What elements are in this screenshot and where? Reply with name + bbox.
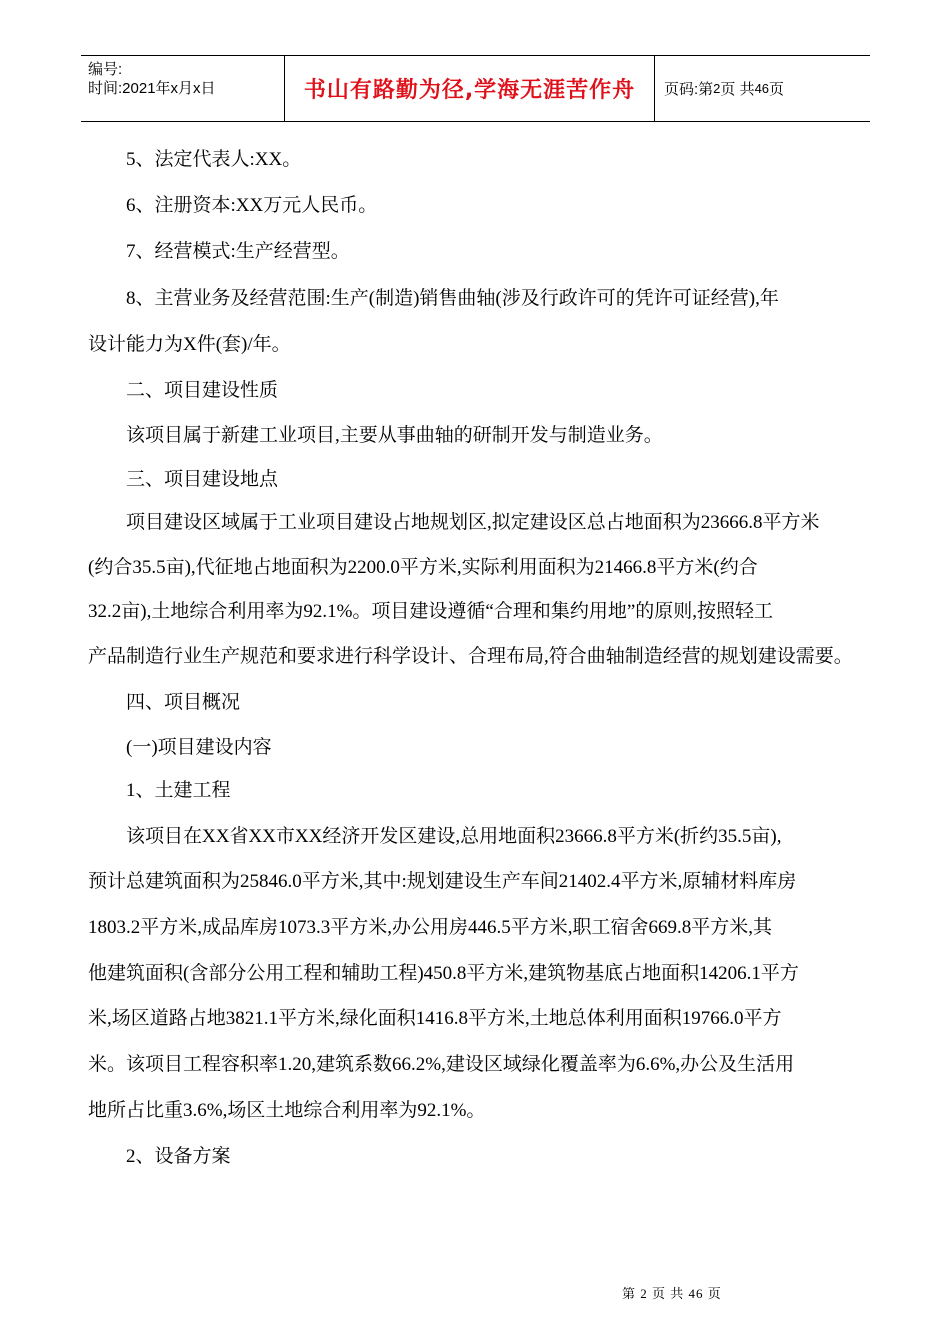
page-footer: 第 2 页 共 46 页 — [622, 1286, 722, 1301]
paragraph-location-line: (约合35.5亩),代征地占地面积为2200.0平方米,实际利用面积为21466.8平方米(约合 — [88, 557, 758, 578]
subsection-heading-content: (一)项目建设内容 — [126, 737, 272, 758]
page-mid: 页 共 — [720, 81, 755, 98]
paragraph-civil-works-line: 米。该项目工程容积率1.20,建筑系数66.2%,建设区域绿化覆盖率为6.6%,办公及生活用 — [88, 1054, 795, 1075]
section-heading-nature: 二、项目建设性质 — [126, 380, 279, 401]
item-business-mode: 7、经营模式:生产经营型。 — [126, 241, 350, 262]
paragraph-civil-works-line: 米,场区道路占地3821.1平方米,绿化面积1416.8平方米,土地总体利用面积19766.0平方 — [88, 1008, 782, 1029]
page-current: 2 — [713, 81, 721, 96]
page-suffix: 页 — [769, 81, 785, 98]
section-heading-location: 三、项目建设地点 — [126, 469, 279, 490]
paragraph-nature: 该项目属于新建工业项目,主要从事曲轴的研制开发与制造业务。 — [126, 425, 663, 446]
item-registered-capital: 6、注册资本:XX万元人民币。 — [126, 195, 378, 216]
item-legal-representative: 5、法定代表人:XX。 — [126, 149, 302, 170]
item-heading-equipment: 2、设备方案 — [126, 1146, 231, 1167]
header-motto: 书山有路勤为径,学海无涯苦作舟 — [284, 56, 655, 121]
paragraph-civil-works-line: 地所占比重3.6%,场区土地综合利用率为92.1%。 — [88, 1100, 486, 1121]
page-prefix: 页码:第 — [664, 81, 714, 98]
section-heading-overview: 四、项目概况 — [126, 692, 241, 713]
header-page-info — [655, 56, 870, 121]
page-total: 46 — [754, 81, 770, 96]
item-business-scope: 8、主营业务及经营范围:生产(制造)销售曲轴(涉及行政许可的凭许可证经营),年 — [126, 288, 779, 309]
paragraph-location-line: 项目建设区域属于工业项目建设占地规划区,拟定建设区总占地面积为23666.8平方米 — [126, 512, 820, 533]
header-meta — [81, 56, 284, 121]
paragraph-civil-works-line: 他建筑面积(含部分公用工程和辅助工程)450.8平方米,建筑物基底占地面积14206.1平方 — [88, 963, 799, 984]
paragraph-location-line: 产品制造行业生产规范和要求进行科学设计、合理布局,符合曲轴制造经营的规划建设需要。 — [88, 646, 853, 667]
document-time-label: 时间:2021年x月x日 — [88, 80, 216, 97]
document-number-label: 编号: — [88, 61, 123, 78]
paragraph-location-line: 32.2亩),土地综合利用率为92.1%。项目建设遵循“合理和集约用地”的原则,按照轻工 — [88, 601, 774, 622]
item-business-scope-cont: 设计能力为X件(套)/年。 — [88, 334, 291, 355]
page-header — [81, 55, 870, 122]
paragraph-civil-works-line: 预计总建筑面积为25846.0平方米,其中:规划建设生产车间21402.4平方米,原辅材料库房 — [88, 871, 797, 892]
item-heading-civil-works: 1、土建工程 — [126, 780, 231, 801]
paragraph-civil-works-line: 该项目在XX省XX市XX经济开发区建设,总用地面积23666.8平方米(折约35.5亩), — [126, 826, 782, 847]
paragraph-civil-works-line: 1803.2平方米,成品库房1073.3平方米,办公用房446.5平方米,职工宿舍669.8平方米,其 — [88, 917, 773, 938]
